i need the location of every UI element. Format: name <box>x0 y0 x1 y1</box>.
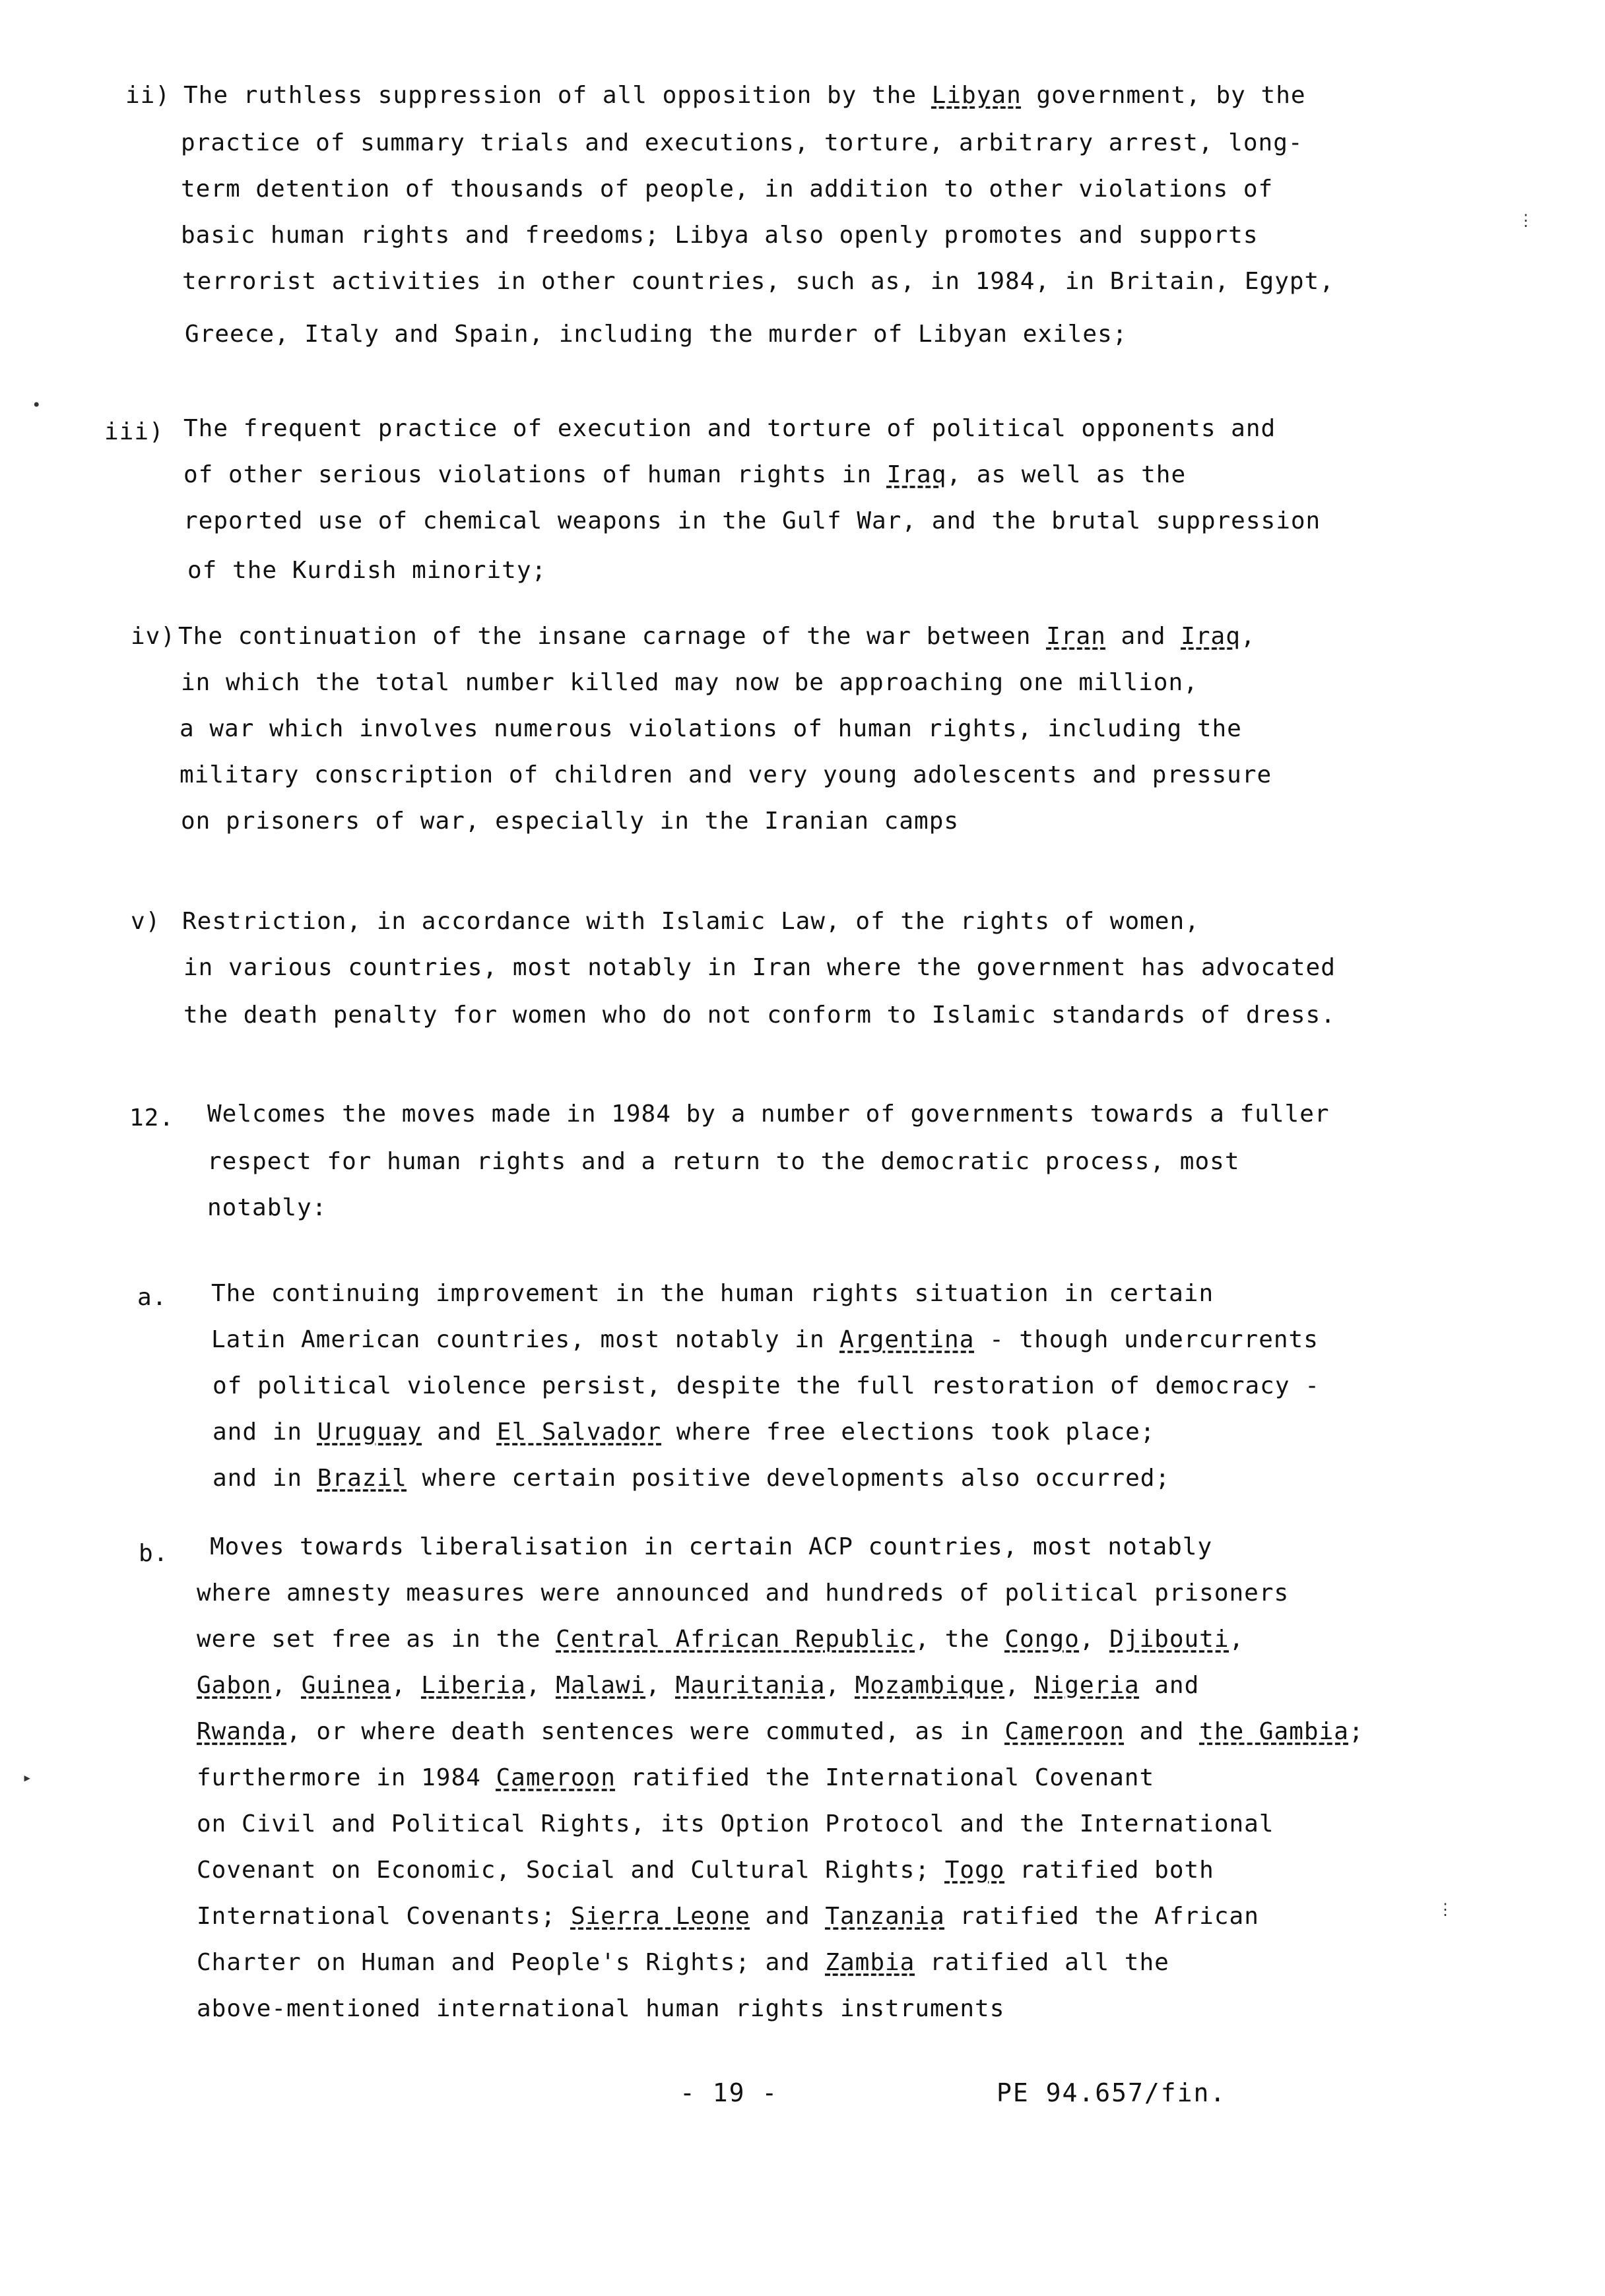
text-line: Gabon, Guinea, Liberia, Malawi, Mauritania, Mozambique, Nigeria and <box>197 1672 1200 1699</box>
text-line: were set free as in the Central African Republic, the Congo, Djibouti, <box>197 1626 1245 1653</box>
item-label-a: a. <box>137 1284 168 1311</box>
text-line: where amnesty measures were announced and hundreds of political prisoners <box>197 1579 1290 1607</box>
country-mozambique: Mozambique <box>855 1672 1005 1699</box>
text-line: Latin American countries, most notably in Argentina - though undercurrents <box>211 1326 1319 1353</box>
country-iraq: Iraq <box>1181 623 1241 650</box>
scan-speck: ⋮ <box>1518 211 1534 230</box>
text-line: furthermore in 1984 Cameroon ratified the International Covenant <box>197 1764 1155 1791</box>
text-line: a war which involves numerous violations of human rights, including the <box>180 715 1242 742</box>
country-mauritania: Mauritania <box>675 1672 826 1699</box>
scan-speck: ▸ <box>22 1768 32 1787</box>
country-central-african-republic: Central African Republic <box>556 1626 915 1653</box>
country-libya: Libyan <box>931 82 1022 109</box>
text-line: the death penalty for women who do not conform to Islamic standards of dress. <box>183 1002 1336 1029</box>
country-zambia: Zambia <box>825 1949 915 1976</box>
country-iraq: Iraq <box>886 461 947 488</box>
item-label-iv: iv) <box>131 623 176 650</box>
country-gabon: Gabon <box>197 1672 272 1699</box>
page-number: - 19 - <box>680 2078 779 2107</box>
text-line: of the Kurdish minority; <box>187 557 547 584</box>
text-line: Moves towards liberalisation in certain ACP countries, most notably <box>210 1533 1213 1560</box>
country-togo: Togo <box>944 1857 1005 1884</box>
text-line: of other serious violations of human rights in Iraq, as well as the <box>183 461 1187 488</box>
paragraph-number-12: 12. <box>129 1104 175 1132</box>
item-label-b: b. <box>139 1540 169 1567</box>
item-label-ii: ii) <box>125 82 171 109</box>
country-sierra-leone: Sierra Leone <box>570 1903 750 1930</box>
text-line: The ruthless suppression of all opposition by the Libyan government, by the <box>183 82 1306 109</box>
country-guinea: Guinea <box>301 1672 391 1699</box>
document-reference: PE 94.657/fin. <box>997 2078 1227 2107</box>
text-line: respect for human rights and a return to the democratic process, most <box>207 1148 1240 1175</box>
country-cameroon: Cameroon <box>496 1764 616 1791</box>
country-el-salvador: El Salvador <box>496 1419 662 1446</box>
item-label-v: v) <box>131 908 161 935</box>
country-iran: Iran <box>1046 623 1106 650</box>
text-line: on Civil and Political Rights, its Option Protocol and the International <box>197 1810 1274 1837</box>
text-line: and in Brazil where certain positive developments also occurred; <box>213 1465 1171 1492</box>
scan-speck: • <box>32 396 42 414</box>
country-uruguay: Uruguay <box>317 1419 422 1446</box>
text-line: Covenant on Economic, Social and Cultural Rights; Togo ratified both <box>197 1857 1214 1884</box>
text-line: The frequent practice of execution and torture of political opponents and <box>183 415 1276 442</box>
country-cameroon: Cameroon <box>1004 1718 1125 1745</box>
text-line: in various countries, most notably in Iran where the government has advocated <box>183 954 1336 981</box>
country-djibouti: Djibouti <box>1109 1626 1229 1653</box>
country-the-gambia: the Gambia <box>1199 1718 1349 1745</box>
country-nigeria: Nigeria <box>1034 1672 1140 1699</box>
country-malawi: Malawi <box>556 1672 646 1699</box>
text-line: in which the total number killed may now be approaching one million, <box>181 669 1198 696</box>
text-line: terrorist activities in other countries, such as, in 1984, in Britain, Egypt, <box>182 268 1334 295</box>
text-line: Welcomes the moves made in 1984 by a number of governments towards a fuller <box>207 1100 1330 1128</box>
text-line: of political violence persist, despite the full restoration of democracy - <box>213 1372 1320 1399</box>
country-argentina: Argentina <box>839 1326 975 1353</box>
item-label-iii: iii) <box>104 418 164 445</box>
text-line: The continuation of the insane carnage of the war between Iran and Iraq, <box>178 623 1256 650</box>
country-liberia: Liberia <box>421 1672 526 1699</box>
country-congo: Congo <box>1004 1626 1080 1653</box>
text-line: Rwanda, or where death sentences were commuted, as in Cameroon and the Gambia; <box>197 1718 1364 1745</box>
text-line: notably: <box>207 1194 327 1221</box>
country-rwanda: Rwanda <box>197 1718 287 1745</box>
text-line: above-mentioned international human rights instruments <box>197 1995 1005 2022</box>
text-line: Charter on Human and People's Rights; and Zambia ratified all the <box>197 1949 1169 1976</box>
country-tanzania: Tanzania <box>825 1903 945 1930</box>
text-line: on prisoners of war, especially in the Iranian camps <box>181 808 960 835</box>
text-line: The continuing improvement in the human rights situation in certain <box>211 1280 1214 1307</box>
text-line: military conscription of children and very young adolescents and pressure <box>180 761 1272 788</box>
text-line: and in Uruguay and El Salvador where free elections took place; <box>213 1419 1156 1446</box>
text-line: basic human rights and freedoms; Libya also openly promotes and supports <box>181 222 1259 249</box>
country-brazil: Brazil <box>317 1465 407 1492</box>
text-line: Restriction, in accordance with Islamic Law, of the rights of women, <box>182 908 1200 935</box>
text-line: term detention of thousands of people, in addition to other violations of <box>181 175 1274 203</box>
text-line: International Covenants; Sierra Leone and Tanzania ratified the African <box>197 1903 1259 1930</box>
text-line: Greece, Italy and Spain, including the murder of Libyan exiles; <box>185 321 1128 348</box>
scan-speck: ⋮ <box>1437 1900 1453 1919</box>
text-line: reported use of chemical weapons in the Gulf War, and the brutal suppression <box>183 507 1321 534</box>
text-line: practice of summary trials and executions, torture, arbitrary arrest, long- <box>181 129 1303 156</box>
